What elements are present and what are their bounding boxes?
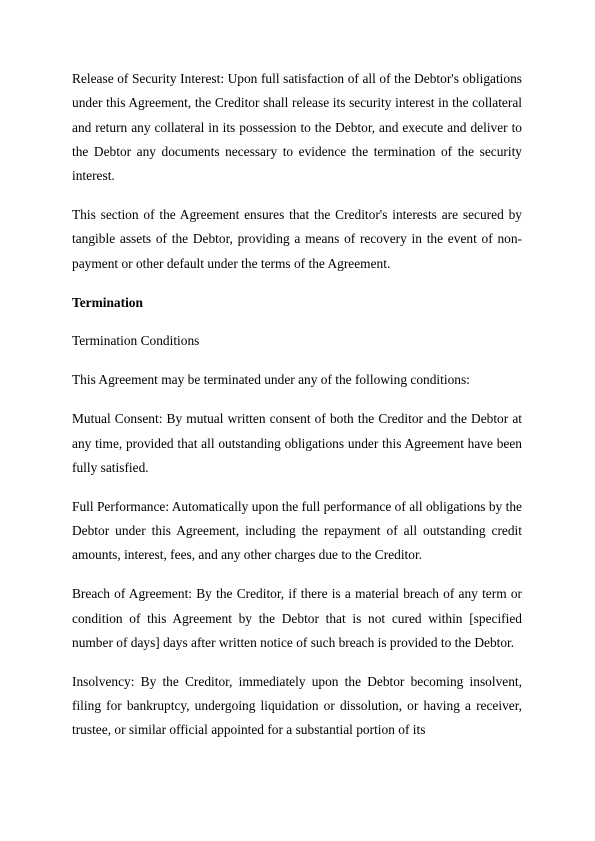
insolvency-paragraph: Insolvency: By the Creditor, immediately upon the Debtor becoming insolvent, filing for bankruptcy, undergoing liquidation or dissolution, or having a receiver, trustee, or similar official appointed for a substantial portion of its bbox=[72, 673, 522, 738]
mutual-consent-paragraph: Mutual Consent: By mutual written consent of both the Creditor and the Debtor at any time, provided that all outstanding obligations under this Agreement have been fully satisfied. bbox=[72, 411, 522, 475]
breach-of-agreement-paragraph: Breach of Agreement: By the Creditor, if there is a material breach of any term or condition of this Agreement by the Debtor that is not cured within [specified number of days] days after written notice of such breach is provided to the Debtor. bbox=[72, 586, 522, 650]
section-summary-paragraph: This section of the Agreement ensures that the Creditor's interests are secured by tangible assets of the Debtor, providing a means of recovery in the event of non-payment or other default under the terms of the Agreement. bbox=[72, 207, 522, 271]
termination-heading: Termination bbox=[72, 294, 143, 310]
termination-conditions-subheading: Termination Conditions bbox=[72, 333, 200, 349]
document-body bbox=[72, 67, 522, 757]
full-performance-paragraph: Full Performance: Automatically upon the full performance of all obligations by the Debtor under this Agreement, including the repayment of all outstanding credit amounts, interest, fees, and any other charges due to the Creditor. bbox=[72, 498, 522, 563]
release-of-security-interest-paragraph: Release of Security Interest: Upon full satisfaction of all of the Debtor's obligations under this Agreement, the Creditor shall release its security interest in the collateral and return any collateral in its possession to the Debtor, and execute and deliver to the Debtor any documents necessary to evidence the termination of the security interest. bbox=[72, 71, 522, 184]
termination-intro-paragraph: This Agreement may be terminated under any of the following conditions: bbox=[72, 372, 470, 388]
